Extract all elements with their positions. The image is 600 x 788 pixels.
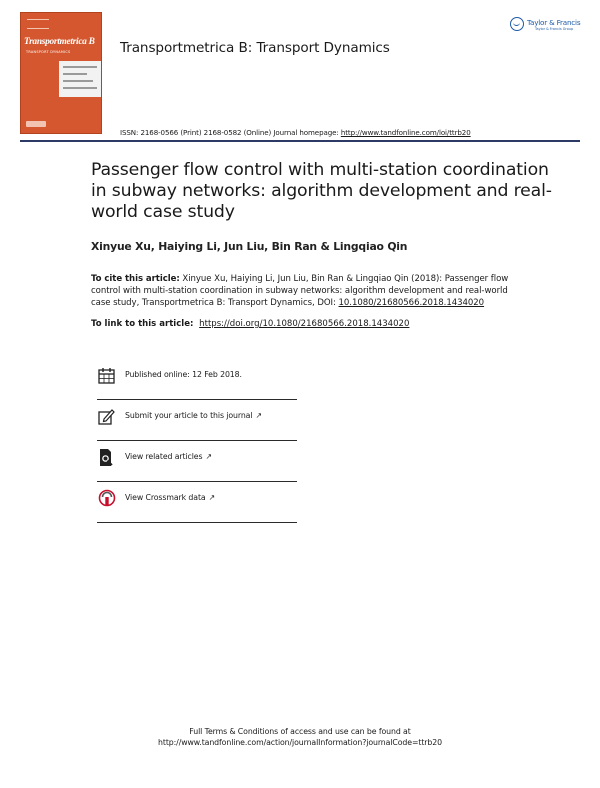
journal-title[interactable]: Transportmetrica B: Transport Dynamics: [120, 40, 390, 56]
cite-label: To cite this article:: [91, 274, 180, 284]
article-doi-url[interactable]: https://doi.org/10.1080/21680566.2018.1434020: [199, 319, 410, 329]
related-articles-icon: [97, 448, 117, 468]
related-articles-row[interactable]: [97, 448, 297, 478]
crossmark-row[interactable]: [97, 489, 297, 519]
cover-title: Transportmetrica B: [24, 37, 95, 47]
publisher-logo: [510, 15, 586, 37]
article-title: Passenger flow control with multi-station coordination in subway networks: algorithm development and real-world case study: [91, 160, 552, 222]
crossmark-text: View Crossmark data: [125, 493, 206, 502]
issn-text: ISSN: 2168-0566 (Print) 2168-0582 (Online) Journal homepage:: [120, 128, 339, 137]
article-link-line: [91, 319, 409, 329]
link-label: To link to this article:: [91, 319, 194, 329]
divider: [97, 399, 297, 400]
cite-text: Xinyue Xu, Haiying Li, Jun Liu, Bin Ran & Lingqiao Qin (2018): Passenger flow control with multi-station coordination in subway networks: algorithm development and real-world case study, Transportmetrica B: Transport Dynamics, DOI:: [91, 274, 509, 308]
journal-cover-image: [20, 12, 102, 134]
submit-article-link[interactable]: [125, 411, 262, 420]
external-link-icon: ↗: [208, 493, 216, 502]
related-articles-text: View related articles: [125, 452, 203, 461]
related-articles-link[interactable]: [125, 452, 212, 461]
article-authors: Xinyue Xu, Haiying Li, Jun Liu, Bin Ran & Lingqiao Qin: [91, 240, 408, 253]
external-link-icon: ↗: [205, 452, 212, 461]
submit-article-text: Submit your article to this journal: [125, 411, 253, 420]
cover-subtitle: TRANSPORT DYNAMICS: [26, 50, 71, 54]
issn-line: [120, 128, 471, 137]
publisher-logo-tagline: Taylor & Francis Group: [535, 27, 574, 31]
publisher-logo-name: Taylor & Francis: [527, 18, 581, 27]
edit-icon: [97, 407, 117, 427]
publisher-logo-icon: [510, 17, 524, 31]
footer-terms-text: Full Terms & Conditions of access and use can be found at: [189, 727, 411, 736]
crossmark-link[interactable]: [125, 493, 215, 502]
submit-article-row[interactable]: [97, 407, 297, 437]
footer-terms-url[interactable]: http://www.tandfonline.com/action/journalInformation?journalCode=ttrb20: [158, 738, 442, 747]
crossmark-icon: [97, 489, 117, 509]
published-online-text: Published online: 12 Feb 2018.: [125, 370, 242, 379]
journal-homepage-link[interactable]: http://www.tandfonline.com/loi/ttrb20: [340, 128, 471, 137]
citation-block: [91, 274, 521, 309]
doi-link[interactable]: 10.1080/21680566.2018.1434020: [338, 297, 485, 308]
header-divider: [20, 140, 580, 142]
external-link-icon: ↗: [255, 411, 262, 420]
calendar-icon: [97, 366, 117, 386]
divider: [97, 481, 297, 482]
divider: [97, 440, 297, 441]
divider: [97, 522, 297, 523]
published-online-row: [97, 366, 297, 396]
